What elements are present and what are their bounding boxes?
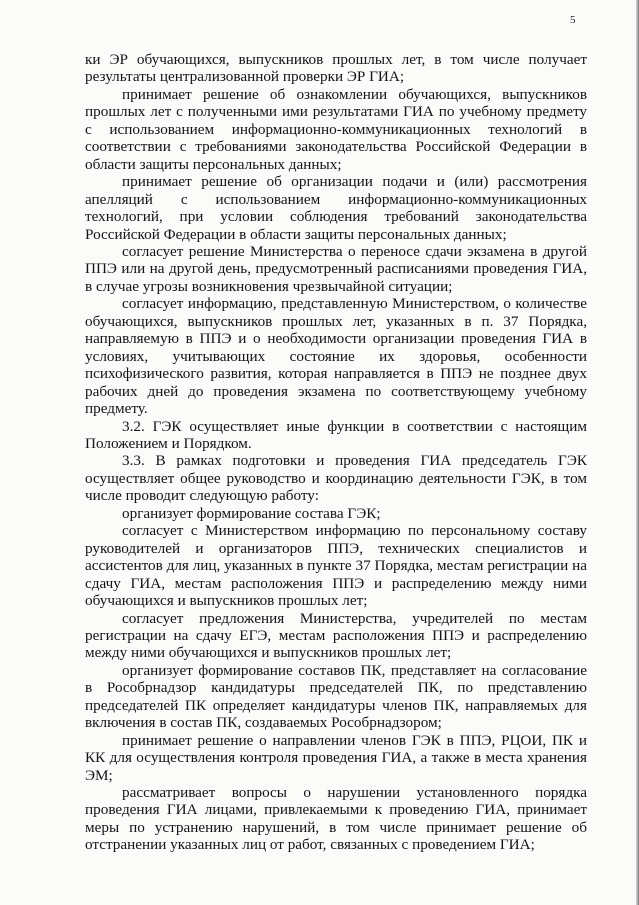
paragraph: принимает решение об организации подачи и (или) рассмотрения апелляций с использованием информационно-коммуникационных технологий, при условии соблюдения требований законодательства Российской Федерации в области защиты персональных данных;	[85, 173, 587, 243]
document-body	[85, 51, 587, 854]
paragraph: согласует решение Министерства о переносе сдачи экзамена в другой ППЭ или на другой день, предусмотренный расписаниями проведения ГИА, в случае угрозы возникновения чрезвычайной ситуации;	[85, 242, 587, 295]
paragraph: организует формирование состава ГЭК;	[122, 504, 381, 522]
paragraph: согласует предложения Министерства, учредителей по местам регистрации на сдачу ЕГЭ, местам расположения ППЭ и распределению между ними обучающихся и выпускников прошлых лет;	[85, 609, 587, 662]
section-paragraph: 3.2. ГЭК осуществляет иные функции в соответствии с настоящим Положением и Порядком.	[85, 417, 587, 452]
paragraph: принимает решение об ознакомлении обучающихся, выпускников прошлых лет с полученными ими результатами ГИА по учебному предмету с использованием информационно-коммуникационных технологий в соответствии с требованиями законодательства Российской Федерации в области защиты персональных данных;	[85, 85, 587, 173]
paragraph: согласует с Министерством информацию по персональному составу руководителей и организаторов ППЭ, технических специалистов и ассистентов для лиц, указанных в пункте 37 Порядка, местам регистрации на сдачу ГИА, местам расположения ППЭ и распределению между ними обучающихся и выпускников прошлых лет;	[85, 522, 587, 610]
paragraph: согласует информацию, представленную Министерством, о количестве обучающихся, выпускников прошлых лет, указанных в п. 37 Порядка, направляемую в ППЭ и о необходимости организации проведения ГИА в условиях, учитывающих состояние их здоровья, особенности психофизического развития, которая направляется в ППЭ не позднее двух рабочих дней до проведения экзамена по соответствующему учебному предмету.	[85, 295, 587, 418]
paragraph: рассматривает вопросы о нарушении установленного порядка проведения ГИА лицами, привлекаемыми к проведению ГИА, принимает меры по устранению нарушений, в том числе принимает решение об отстранении указанных лиц от работ, связанных с проведением ГИА;	[85, 784, 587, 854]
page-number: 5	[570, 14, 576, 26]
paragraph: принимает решение о направлении членов ГЭК в ППЭ, РЦОИ, ПК и КК для осуществления контроля проведения ГИА, а также в места хранения ЭМ;	[85, 731, 587, 784]
paragraph: организует формирование составов ПК, представляет на согласование в Рособрнадзор кандидатуры председателей ПК, по представлению председателей ПК определяет кандидатуры членов ПК, направляемых для включения в состав ПК, создаваемых Рособрнадзором;	[85, 661, 587, 732]
section-paragraph: 3.3. В рамках подготовки и проведения ГИА председатель ГЭК осуществляет общее руководство и координацию деятельности ГЭК, в том числе проводит следующую работу:	[85, 452, 587, 505]
paragraph: ки ЭР обучающихся, выпускников прошлых лет, в том числе получает результаты централизованной проверки ЭР ГИА;	[85, 51, 587, 86]
